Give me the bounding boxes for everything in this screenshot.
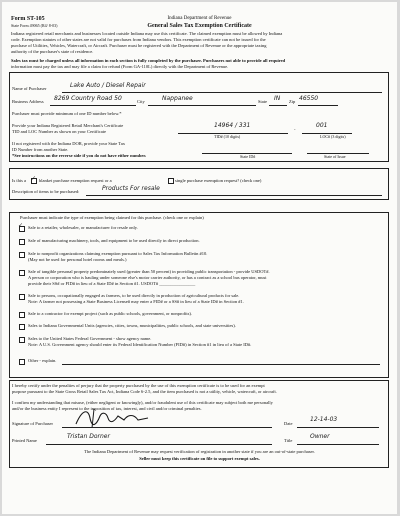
certification-text: I confirm my understanding that misuse, (either negligent or knowingly), and/or fraudulent use of this certificate may subject both me personally: [12, 400, 273, 405]
department-name: Indiana Department of Revenue: [167, 16, 232, 21]
single-purchase-label: single purchase exemption request? (check one): [175, 178, 262, 183]
notice-line: information must pay the tax and may file a claim for refund (Form GA-110L) directly with the Department of Revenue.: [11, 64, 229, 69]
exemption-certificate-page: [2, 2, 397, 514]
exemption-text: provide their SS# or FID# in lieu of a State ID# in Section #1. USDOT# ________________: [28, 281, 196, 286]
title-label: Title: [284, 438, 293, 443]
zip-label: Zip: [289, 99, 296, 104]
manufacturing-checkbox[interactable]: [19, 239, 25, 245]
title-line: [297, 444, 379, 445]
other-checkbox[interactable]: [19, 359, 25, 365]
address-field[interactable]: 8269 Country Road 50: [54, 95, 122, 102]
state-label: State: [258, 99, 267, 104]
agricultural-checkbox[interactable]: [19, 294, 25, 300]
exemption-text: Sale of tangible personal property predominately used (greater than 50 percent) in providing public transportation - provide USDOT#.: [28, 269, 270, 274]
governmental-units-checkbox[interactable]: [19, 324, 25, 330]
footer-seller-note: Seller must keep this certificate on file to support exempt sales.: [139, 456, 260, 461]
signature-line: [62, 427, 272, 428]
page-title: General Sales Tax Exemption Certificate: [147, 23, 252, 29]
description-line: [86, 195, 382, 196]
exemption-text: Sale to nonprofit organizations claiming exemption pursuant to Sales Tax Information Bulletin #10.: [28, 251, 208, 256]
exemption-text: Sale to a retailer, wholesaler, or manufacturer for resale only.: [28, 225, 138, 230]
city-label: City: [137, 99, 145, 104]
date-field[interactable]: 12-14-03: [310, 416, 338, 423]
zip-line: [298, 105, 338, 106]
state-of-issue-caption: State of Issue: [324, 154, 346, 159]
exemption-text: Note: A farmer not possessing a State Business License# may enter a FID# or a SS# in lieu of a State ID# in Section #1.: [28, 299, 244, 304]
zip-field[interactable]: 46550: [299, 95, 319, 102]
date-line: [297, 427, 379, 428]
intro-line: purchase of Utilities, Vehicles, Watercraft, or Aircraft. Purchaser must be registered with the Department of Revenue or the appropriate taxing: [11, 43, 267, 48]
purchaser-name-field[interactable]: Lake Auto / Diesel Repair: [70, 82, 146, 89]
description-field[interactable]: Products For resale: [102, 185, 160, 192]
certification-text: I hereby certify under the penalties of perjury that the property purchased by the use of this exemption certificate is to be used for an exempt: [12, 383, 265, 388]
date-label: Date: [284, 421, 293, 426]
blanket-check-mark: ✓: [31, 175, 37, 182]
title-field[interactable]: Owner: [310, 433, 330, 440]
name-line: [62, 92, 382, 93]
city-line: [148, 105, 256, 106]
id-requirement-note: Purchaser must provide minimum of one ID number below.*: [12, 111, 122, 116]
single-purchase-checkbox[interactable]: [168, 178, 174, 184]
exemption-text: Sale of manufacturing machinery, tools, and equipment to be used directly in direct production.: [28, 238, 200, 243]
instructions-note: *See instructions on the reverse side if you do not have either number.: [12, 153, 147, 158]
purchase-type-prefix: Is this a: [12, 178, 26, 183]
loc-caption: LOC# (3 digits): [320, 134, 346, 139]
printed-name-field[interactable]: Tristan Dorner: [67, 433, 110, 440]
federal-government-checkbox[interactable]: [19, 337, 25, 343]
state-line: [269, 105, 287, 106]
printed-name-label: Printed Name: [12, 438, 37, 443]
exemption-text: Note: A U.S. Government agency should enter its Federal Identification Number (FID#) in Section #1 in lieu of a State ID#.: [28, 342, 252, 347]
exemption-heading: Purchaser must indicate the type of exemption being claimed for this purchase. (check one or explain): [20, 215, 204, 220]
exemption-text: Sales to the United States Federal Government - show agency name.: [28, 336, 152, 341]
exemption-text: Sale to persons, occupationally engaged as farmers, to be used directly in production of agricultural products for sale.: [28, 293, 240, 298]
resale-check-mark: ✓: [18, 222, 24, 229]
exemption-text: Sale to a contractor for exempt project (such as public schools, government, or nonprofits).: [28, 311, 192, 316]
form-number: Form ST-105: [11, 16, 45, 22]
signature-label: Signature of Purchaser: [12, 421, 53, 426]
exemption-text: Other - explain.: [28, 358, 57, 363]
exemption-text: A person or corporation who is hauling under someone else's motor carrier authority, or has a contract as a school bus operator, must: [28, 275, 267, 280]
state-field[interactable]: IN: [274, 95, 281, 102]
printed-name-line: [46, 444, 272, 445]
nonprofit-checkbox[interactable]: [19, 252, 25, 258]
intro-line: Indiana registered retail merchants and businesses located outside Indiana may use this certificate. The claimed exemption must be allowed by Indiana: [11, 31, 283, 36]
address-line: [50, 105, 136, 106]
notice-line: Sales tax must be charged unless all information in each section is fully completed by the purchaser. Purchasers not able to provide all required: [11, 58, 286, 63]
state-tax-id-label: If not registered with the Indiana DOR, provide your State Tax: [12, 141, 125, 146]
address-label: Business Address: [12, 99, 44, 104]
tid-label: TID and LOC Number as shown on your Certificate: [12, 129, 106, 134]
certification-text: purpose pursuant to the State Gross Retail Sales Tax Act, Indiana Code 6-2.5, and the item purchased is not a utility, vehicle, watercraft, or aircraft.: [12, 389, 277, 394]
footer-note: The Indiana Department of Revenue may request verification of registration in another state if you are an out-of-state purchaser.: [84, 449, 315, 454]
blanket-label: blanket purchase exemption request or a: [39, 178, 112, 183]
loc-field[interactable]: 001: [316, 122, 328, 129]
contractor-checkbox[interactable]: [19, 312, 25, 318]
certification-text: and/or the business entity I represent to the imposition of tax, interest, and civil and/or criminal penalties.: [12, 406, 202, 411]
name-label: Name of Purchaser: [12, 86, 47, 91]
tid-loc-separator: -: [294, 127, 296, 132]
exemption-text: Sales to Indiana Governmental Units (agencies, cities, towns, municipalities, public schools, and state universities).: [28, 323, 236, 328]
description-label: Description of items to be purchased:: [12, 189, 80, 194]
public-transportation-checkbox[interactable]: [19, 270, 25, 276]
state-id-caption: State ID#: [240, 154, 256, 159]
intro-line: authority of the purchaser's state of residence.: [11, 49, 94, 54]
form-state-number: State Form 49065 (R4/ 8-03): [11, 23, 58, 28]
tid-label: Provide your Indiana Registered Retail Merchant's Certificate: [12, 123, 124, 128]
intro-line: code. Exemption statutes of other states are not valid for purchases from Indiana vendors. This exemption certificate can not be issued for the: [11, 37, 266, 42]
other-explain-line[interactable]: [62, 364, 380, 365]
city-field[interactable]: Nappanee: [162, 95, 193, 102]
exemption-text: (May not be used for personal hotel rooms and meals.): [28, 257, 127, 262]
tid-field[interactable]: 14964 / 331: [214, 122, 251, 129]
state-tax-id-label: ID Number from another State.: [12, 147, 69, 152]
tid-caption: TID# (10 digits): [214, 134, 241, 139]
